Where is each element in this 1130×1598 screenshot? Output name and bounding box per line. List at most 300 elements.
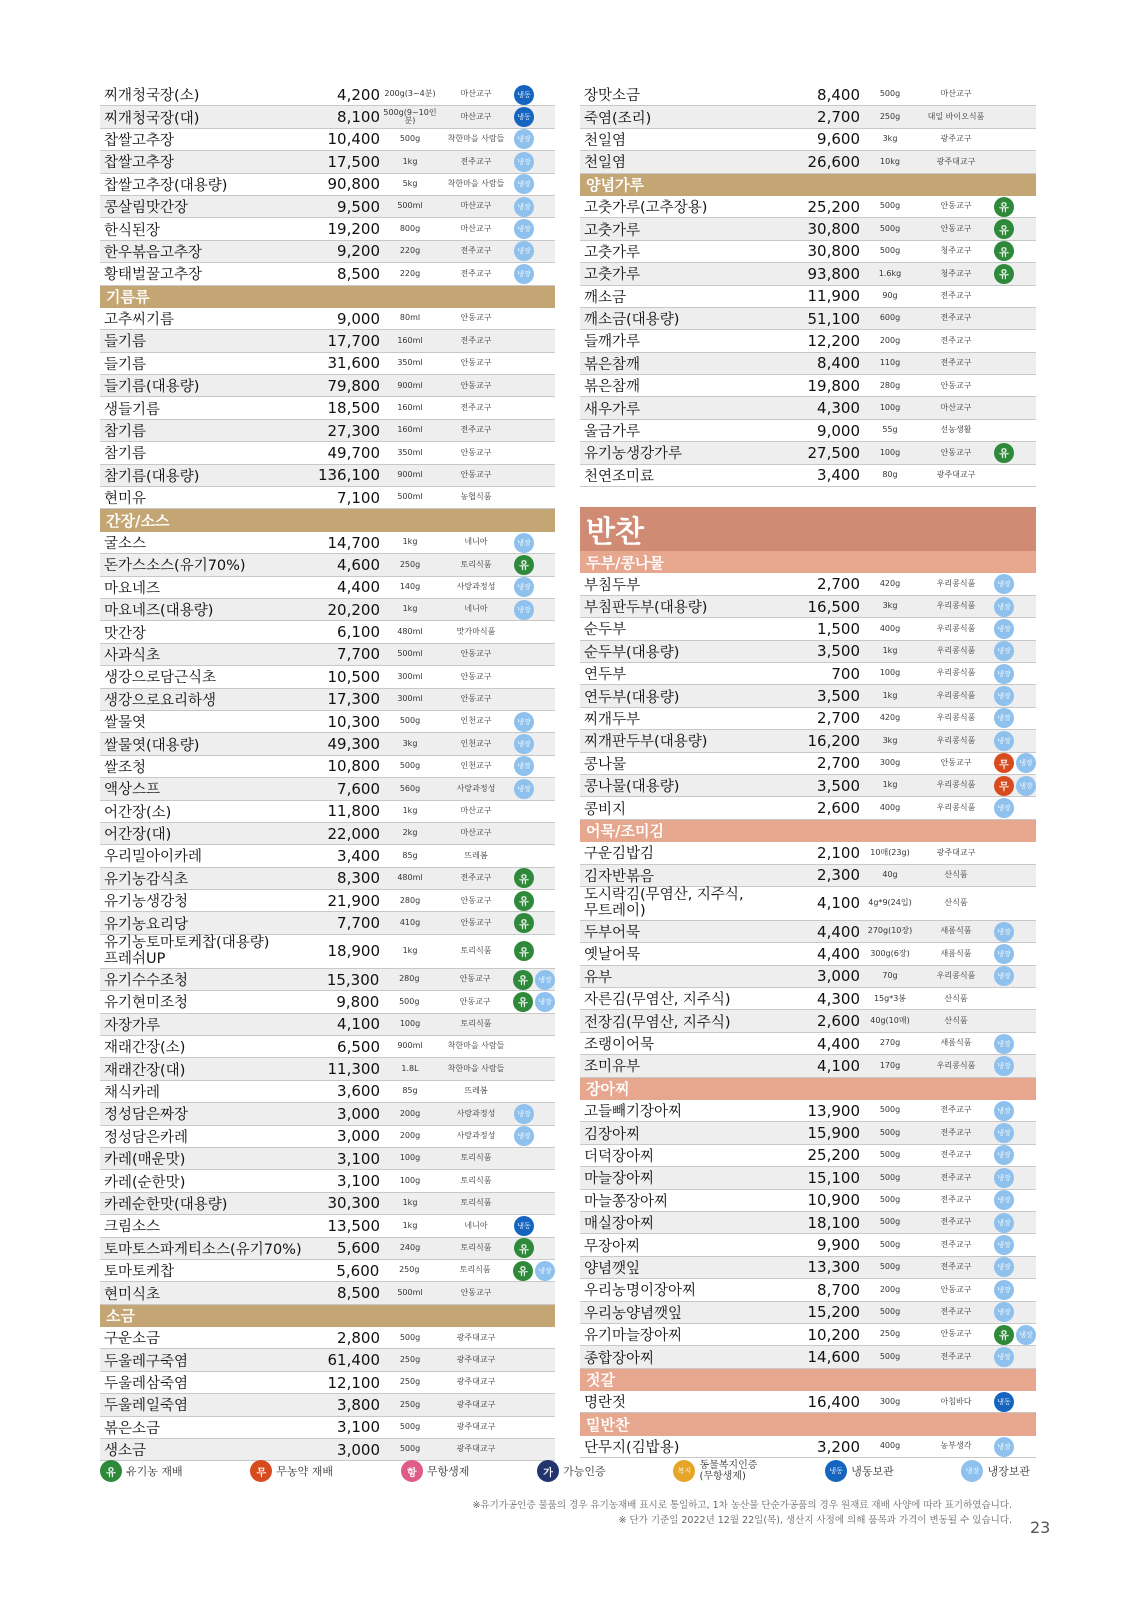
product-name: 깨소금(대용량) <box>584 312 680 329</box>
category-header: 젓갈 <box>580 1369 1036 1391</box>
product-origin: 우리콩식품 <box>936 623 976 633</box>
product-price: 14,700 <box>327 533 380 552</box>
product-badges <box>512 107 555 127</box>
product-name: 자장가루 <box>104 1017 161 1034</box>
price-row <box>580 685 1036 707</box>
price-row <box>100 442 555 464</box>
price-row <box>100 733 555 755</box>
price-row <box>100 1014 555 1036</box>
product-origin: 안동교구 <box>940 380 972 390</box>
product-name: 조랭이어묵 <box>584 1037 655 1054</box>
product-weight: 500g <box>879 1195 901 1205</box>
product-weight: 280g <box>399 974 420 984</box>
product-name: 생들기름 <box>104 401 161 418</box>
product-price: 27,500 <box>807 443 860 462</box>
product-name: 유기농감식초 <box>104 871 189 888</box>
price-row <box>100 218 555 240</box>
yu-badge-icon: 유 <box>514 555 534 575</box>
product-price: 3,100 <box>337 1172 380 1191</box>
product-name: 한식된장 <box>104 222 161 239</box>
legend-item-ga <box>537 1460 606 1482</box>
price-row <box>580 1212 1036 1234</box>
product-name: 토마토스파게티소스(유기70%) <box>104 1241 302 1258</box>
product-origin: 안동교구 <box>940 201 972 211</box>
product-name: 천일염 <box>584 132 627 149</box>
product-badges <box>992 1145 1036 1165</box>
product-origin: 마산교구 <box>460 201 492 211</box>
fridge-badge-icon: 냉장 <box>514 264 534 284</box>
product-weight: 200g <box>879 1284 901 1294</box>
price-row <box>580 753 1036 775</box>
product-name: 깨소금 <box>584 289 627 306</box>
product-weight: 100g <box>879 668 901 678</box>
product-price: 136,100 <box>317 466 380 485</box>
product-price: 6,500 <box>337 1037 380 1056</box>
product-badges <box>512 712 555 732</box>
product-price: 8,400 <box>817 354 860 373</box>
product-name: 순두부(대용량) <box>584 644 680 661</box>
category-header: 소금 <box>100 1305 555 1327</box>
price-row <box>580 218 1036 240</box>
product-price: 79,800 <box>327 376 380 395</box>
product-weight: 350ml <box>397 447 423 457</box>
product-name: 우리밀아이카레 <box>104 849 203 866</box>
product-price: 17,700 <box>327 331 380 350</box>
product-origin: 안동교구 <box>460 693 492 703</box>
product-origin: 안동교구 <box>460 470 492 480</box>
product-price: 9,900 <box>817 1236 860 1255</box>
product-badges <box>512 85 555 105</box>
product-weight: 270g <box>879 1038 901 1048</box>
price-row <box>580 573 1036 595</box>
product-price: 8,700 <box>817 1280 860 1299</box>
product-weight: 80g <box>882 470 898 480</box>
banchan-section-title: 반찬 <box>580 507 1036 551</box>
product-name: 순두부 <box>584 622 627 639</box>
fridge-badge-icon: 냉장 <box>514 1104 534 1124</box>
product-name-line2: 프레쉬UP <box>104 951 166 968</box>
product-price: 4,400 <box>817 1034 860 1053</box>
product-weight: 160ml <box>397 335 423 345</box>
price-row <box>580 129 1036 151</box>
product-origin: 광주교구 <box>940 134 972 144</box>
product-origin: 전주교구 <box>460 246 492 256</box>
product-origin: 우리콩식품 <box>936 780 976 790</box>
product-origin: 뜨레봄 <box>464 1086 488 1096</box>
price-row <box>580 106 1036 128</box>
product-price: 2,700 <box>817 709 860 728</box>
product-origin: 우리콩식품 <box>936 668 976 678</box>
product-origin: 전주교구 <box>940 1195 972 1205</box>
product-weight: 500g <box>879 1127 901 1137</box>
product-weight: 500ml <box>397 201 423 211</box>
product-badges <box>512 600 555 620</box>
product-weight: 160ml <box>397 402 423 412</box>
product-name: 찹쌀고추장 <box>104 155 175 172</box>
product-origin: 사랑과정성 <box>456 783 496 793</box>
product-name: 김자반볶음 <box>584 868 655 885</box>
product-origin: 전주교구 <box>940 1127 972 1137</box>
product-price: 9,000 <box>817 421 860 440</box>
price-row <box>580 1167 1036 1189</box>
product-badges <box>992 753 1036 773</box>
product-price: 9,600 <box>817 130 860 149</box>
price-row <box>100 1193 555 1215</box>
product-price: 93,800 <box>807 264 860 283</box>
product-name: 명란젓 <box>584 1395 627 1412</box>
product-badges <box>992 1101 1036 1121</box>
fridge-badge-icon: 냉장 <box>994 1101 1014 1121</box>
product-origin: 안동교구 <box>940 1329 972 1339</box>
price-row <box>580 708 1036 730</box>
product-origin: 광주대교구 <box>936 156 976 166</box>
product-weight: 500ml <box>397 649 423 659</box>
product-badges <box>992 1392 1036 1412</box>
price-row <box>100 84 555 106</box>
price-row <box>100 1148 555 1170</box>
price-row <box>580 775 1036 797</box>
product-origin: 산식품 <box>944 898 968 908</box>
price-row <box>580 397 1036 419</box>
product-price: 19,800 <box>807 376 860 395</box>
product-origin: 전주교구 <box>940 1239 972 1249</box>
product-name: 볶은참깨 <box>584 379 641 396</box>
product-badges <box>512 555 555 575</box>
product-name: 고춧가루 <box>584 244 641 261</box>
product-price: 12,100 <box>327 1373 380 1392</box>
product-origin: 착한마을 사람들 <box>447 1063 505 1073</box>
price-row <box>580 1346 1036 1368</box>
product-name <box>580 887 788 919</box>
yu-badge-icon: 유 <box>514 1238 534 1258</box>
product-weight: 1kg <box>402 1220 418 1230</box>
product-price: 17,300 <box>327 690 380 709</box>
fridge-badge-icon: 냉장 <box>1016 1325 1036 1345</box>
product-weight: 85g <box>402 1086 418 1096</box>
footnote-certification: ※유기가공인증 물품의 경우 유기농재배 표시로 통일하고, 1차 농산물 단순가공품의 경우 원재료 재배 사양에 따라 표기하였습니다. <box>472 1500 1012 1511</box>
product-name: 두울레삼죽염 <box>104 1376 189 1393</box>
price-row <box>100 353 555 375</box>
price-row <box>100 106 555 128</box>
legend-item-freeze <box>825 1460 894 1482</box>
yu-badge-icon: 유 <box>514 913 534 933</box>
legend-label: 유기농 재배 <box>126 1465 183 1478</box>
legend-item-ha <box>401 1460 470 1482</box>
product-name: 정성담은카레 <box>104 1129 189 1146</box>
product-origin: 네니아 <box>464 1220 488 1230</box>
product-name: 유기농요리당 <box>104 916 189 933</box>
product-price: 11,900 <box>807 287 860 306</box>
product-price: 30,300 <box>327 1194 380 1213</box>
product-origin: 안동교구 <box>460 917 492 927</box>
price-row <box>580 988 1036 1010</box>
product-origin: 우리콩식품 <box>936 1060 976 1070</box>
product-name: 굴소스 <box>104 536 147 552</box>
product-name: 천일염 <box>584 155 627 172</box>
fridge-badge-icon: 냉장 <box>994 1302 1014 1322</box>
product-weight: 400g <box>879 623 901 633</box>
product-weight: 250g <box>879 1329 901 1339</box>
fridge-badge-icon: 냉장 <box>994 708 1014 728</box>
product-weight: 1kg <box>402 946 418 956</box>
price-row <box>100 868 555 890</box>
product-name: 들기름(대용량) <box>104 379 200 396</box>
product-badges <box>992 1302 1036 1322</box>
product-badges <box>512 734 555 754</box>
product-price: 3,500 <box>817 776 860 795</box>
product-badges <box>512 264 555 284</box>
fridge-badge-icon: 냉장 <box>514 779 534 799</box>
product-weight: 200g <box>879 335 901 345</box>
product-weight: 100g <box>399 1019 421 1029</box>
product-origin: 우리콩식품 <box>936 646 976 656</box>
product-origin: 전주교구 <box>460 156 492 166</box>
product-name: 두부어묵 <box>584 925 641 942</box>
product-badges <box>512 533 555 553</box>
product-origin: 우리콩식품 <box>936 735 976 745</box>
product-origin: 전주교구 <box>940 290 972 300</box>
freeze-badge-icon: 냉동 <box>825 1460 847 1482</box>
product-price: 30,800 <box>807 220 860 239</box>
product-origin: 선농생활 <box>940 425 972 435</box>
price-row <box>580 1436 1036 1458</box>
product-weight: 5kg <box>402 179 418 188</box>
product-origin: 안동교구 <box>459 974 491 984</box>
product-price: 15,300 <box>326 970 380 989</box>
legend-item-bok <box>673 1460 757 1482</box>
product-price: 31,600 <box>327 354 380 373</box>
product-origin: 광주대교구 <box>936 847 976 857</box>
price-row <box>580 1279 1036 1301</box>
product-weight: 200g(3~4분) <box>384 89 436 99</box>
fridge-badge-icon: 냉장 <box>994 641 1014 661</box>
product-badges <box>992 798 1036 818</box>
product-origin: 광주대교구 <box>936 470 976 480</box>
product-name: 더덕장아찌 <box>584 1148 655 1165</box>
price-row <box>100 1394 555 1416</box>
product-badges <box>512 241 555 261</box>
product-name: 찌개두부 <box>584 711 641 728</box>
product-badges <box>511 1261 555 1281</box>
price-row <box>100 1349 555 1371</box>
product-name: 콩나물(대용량) <box>584 779 680 796</box>
product-origin: 전주교구 <box>940 1351 972 1361</box>
product-name: 유기현미조청 <box>104 995 189 1012</box>
product-badges <box>512 152 555 172</box>
price-row <box>580 797 1036 819</box>
product-origin: 청주교구 <box>940 246 972 256</box>
product-origin: 토리식품 <box>460 1175 492 1185</box>
product-name: 들기름 <box>104 356 147 373</box>
price-row <box>100 1058 555 1080</box>
product-origin: 토리식품 <box>460 1198 492 1208</box>
legend-item-yu <box>100 1460 183 1482</box>
product-price: 10,900 <box>807 1191 860 1210</box>
product-price: 3,400 <box>817 466 860 485</box>
product-weight: 500g <box>879 1217 901 1227</box>
yu-badge-icon: 유 <box>514 868 534 888</box>
fridge-badge-icon: 냉장 <box>994 966 1014 986</box>
freeze-badge-icon: 냉동 <box>514 85 534 105</box>
product-name: 유기농생강청 <box>104 894 189 911</box>
fridge-badge-icon: 냉장 <box>514 712 534 732</box>
product-weight: 480ml <box>397 626 423 636</box>
product-price: 51,100 <box>807 309 860 328</box>
product-badges <box>992 264 1036 284</box>
product-price: 9,000 <box>337 309 380 328</box>
product-weight: 500g <box>879 1150 901 1160</box>
product-origin: 사랑과정성 <box>456 1131 496 1141</box>
product-weight: 500g <box>879 201 901 211</box>
product-badges <box>992 1056 1036 1076</box>
product-weight: 500g <box>879 1239 901 1249</box>
product-origin: 새롬식품 <box>940 948 972 958</box>
price-row <box>100 397 555 419</box>
product-name: 우리농양념깻잎 <box>584 1305 683 1322</box>
product-origin: 맛가마식품 <box>456 626 496 636</box>
price-row <box>100 196 555 218</box>
freeze-badge-icon: 냉동 <box>994 1392 1014 1412</box>
product-weight: 1kg <box>402 1198 418 1208</box>
yu-badge-icon: 유 <box>994 197 1014 217</box>
price-row <box>100 1282 555 1304</box>
product-price: 18,900 <box>327 942 380 961</box>
product-name: 쌀물엿(대용량) <box>104 737 200 754</box>
product-badges <box>992 1280 1036 1300</box>
product-weight: 250g <box>399 1399 421 1409</box>
product-weight: 80ml <box>399 313 421 323</box>
product-price: 7,700 <box>337 914 380 933</box>
price-row <box>100 969 555 991</box>
product-price: 4,300 <box>817 399 860 418</box>
product-origin: 전주교구 <box>940 1150 972 1160</box>
price-row <box>100 174 555 196</box>
product-price: 27,300 <box>327 421 380 440</box>
product-price: 11,800 <box>327 802 380 821</box>
yu-badge-icon: 유 <box>513 970 533 990</box>
fridge-badge-icon: 냉장 <box>994 1145 1014 1165</box>
legend-label-line1: 동물복지인증 <box>699 1460 758 1471</box>
price-row <box>100 845 555 867</box>
product-weight: 3kg <box>882 601 898 611</box>
product-origin: 안동교구 <box>460 1287 492 1297</box>
product-name: 콩비지 <box>584 801 627 818</box>
product-name: 맛간장 <box>104 625 147 642</box>
product-weight: 300ml <box>397 671 423 681</box>
product-name: 카레순한맛(대용량) <box>104 1196 228 1213</box>
product-name: 현미유 <box>104 491 147 508</box>
product-origin: 마산교구 <box>460 805 492 815</box>
category-header: 기름류 <box>100 286 555 308</box>
product-price: 13,300 <box>807 1258 860 1277</box>
product-price: 3,000 <box>817 967 860 986</box>
product-weight: 300g <box>879 1396 901 1406</box>
price-row <box>100 241 555 263</box>
price-row <box>580 420 1036 442</box>
legend-label: 무항생제 <box>426 1465 470 1478</box>
price-row <box>580 663 1036 685</box>
product-weight: 280g <box>399 895 421 905</box>
product-badges <box>992 1190 1036 1210</box>
product-name: 들깨가루 <box>584 334 641 351</box>
product-name: 한우볶음고추장 <box>104 244 203 261</box>
product-price: 15,100 <box>807 1168 860 1187</box>
product-name: 무장아찌 <box>584 1238 641 1255</box>
product-name: 크림소스 <box>104 1219 161 1236</box>
price-row <box>580 84 1036 106</box>
price-row <box>100 151 555 173</box>
product-name <box>100 935 308 967</box>
product-weight: 110g <box>879 358 901 368</box>
product-origin: 네니아 <box>464 604 488 614</box>
product-price: 3,400 <box>337 846 380 865</box>
product-price: 9,200 <box>337 242 380 261</box>
price-row <box>580 1234 1036 1256</box>
product-weight: 500g <box>879 1262 901 1272</box>
fridge-badge-icon: 냉장 <box>535 1261 555 1281</box>
product-price: 3,000 <box>337 1127 380 1146</box>
product-price: 9,500 <box>337 197 380 216</box>
product-weight: 1kg <box>882 646 898 656</box>
product-weight: 500g <box>879 89 901 99</box>
product-badges <box>992 197 1036 217</box>
product-badges <box>992 597 1036 617</box>
fridge-badge-icon: 냉장 <box>1016 753 1036 773</box>
product-origin: 토리식품 <box>460 946 492 956</box>
product-name: 찹쌀고추장 <box>104 132 175 149</box>
product-price: 8,500 <box>337 1284 380 1302</box>
product-name: 참기름 <box>104 424 147 441</box>
product-origin: 전주교구 <box>940 313 972 323</box>
fridge-badge-icon: 냉장 <box>994 1190 1014 1210</box>
product-name: 부침판두부(대용량) <box>584 600 708 616</box>
price-row <box>580 641 1036 663</box>
price-row <box>100 1215 555 1237</box>
price-row <box>100 1238 555 1260</box>
product-name: 참기름(대용량) <box>104 468 200 485</box>
product-badges <box>992 1213 1036 1233</box>
fridge-badge-icon: 냉장 <box>994 1280 1014 1300</box>
price-row <box>580 375 1036 397</box>
legend-item-mu <box>250 1460 333 1482</box>
product-weight: 900ml <box>397 470 423 480</box>
product-weight: 1.6kg <box>878 268 902 278</box>
product-weight: 480ml <box>397 873 423 883</box>
yu-badge-icon: 유 <box>994 219 1014 239</box>
product-badges <box>992 1235 1036 1255</box>
product-name: 옛날어묵 <box>584 947 641 964</box>
product-price: 25,200 <box>807 1146 860 1165</box>
product-weight: 240g <box>399 1242 421 1252</box>
yu-badge-icon: 유 <box>994 443 1014 463</box>
product-badges <box>992 731 1036 751</box>
product-origin: 광주대교구 <box>456 1444 496 1454</box>
category-header: 두부/콩나물 <box>580 551 1036 573</box>
price-row <box>580 1122 1036 1144</box>
price-row <box>100 577 555 599</box>
product-price: 26,600 <box>807 152 860 171</box>
price-row <box>580 618 1036 640</box>
price-row <box>100 823 555 845</box>
fridge-badge-icon: 냉장 <box>994 922 1014 942</box>
product-badges <box>992 776 1036 796</box>
product-name: 유기수수조청 <box>104 973 189 990</box>
product-price: 25,200 <box>807 197 860 216</box>
fridge-badge-icon: 냉장 <box>994 574 1014 594</box>
fridge-badge-icon: 냉장 <box>535 970 555 990</box>
banchan-section <box>580 551 1036 1458</box>
product-origin: 청주교구 <box>940 268 972 278</box>
